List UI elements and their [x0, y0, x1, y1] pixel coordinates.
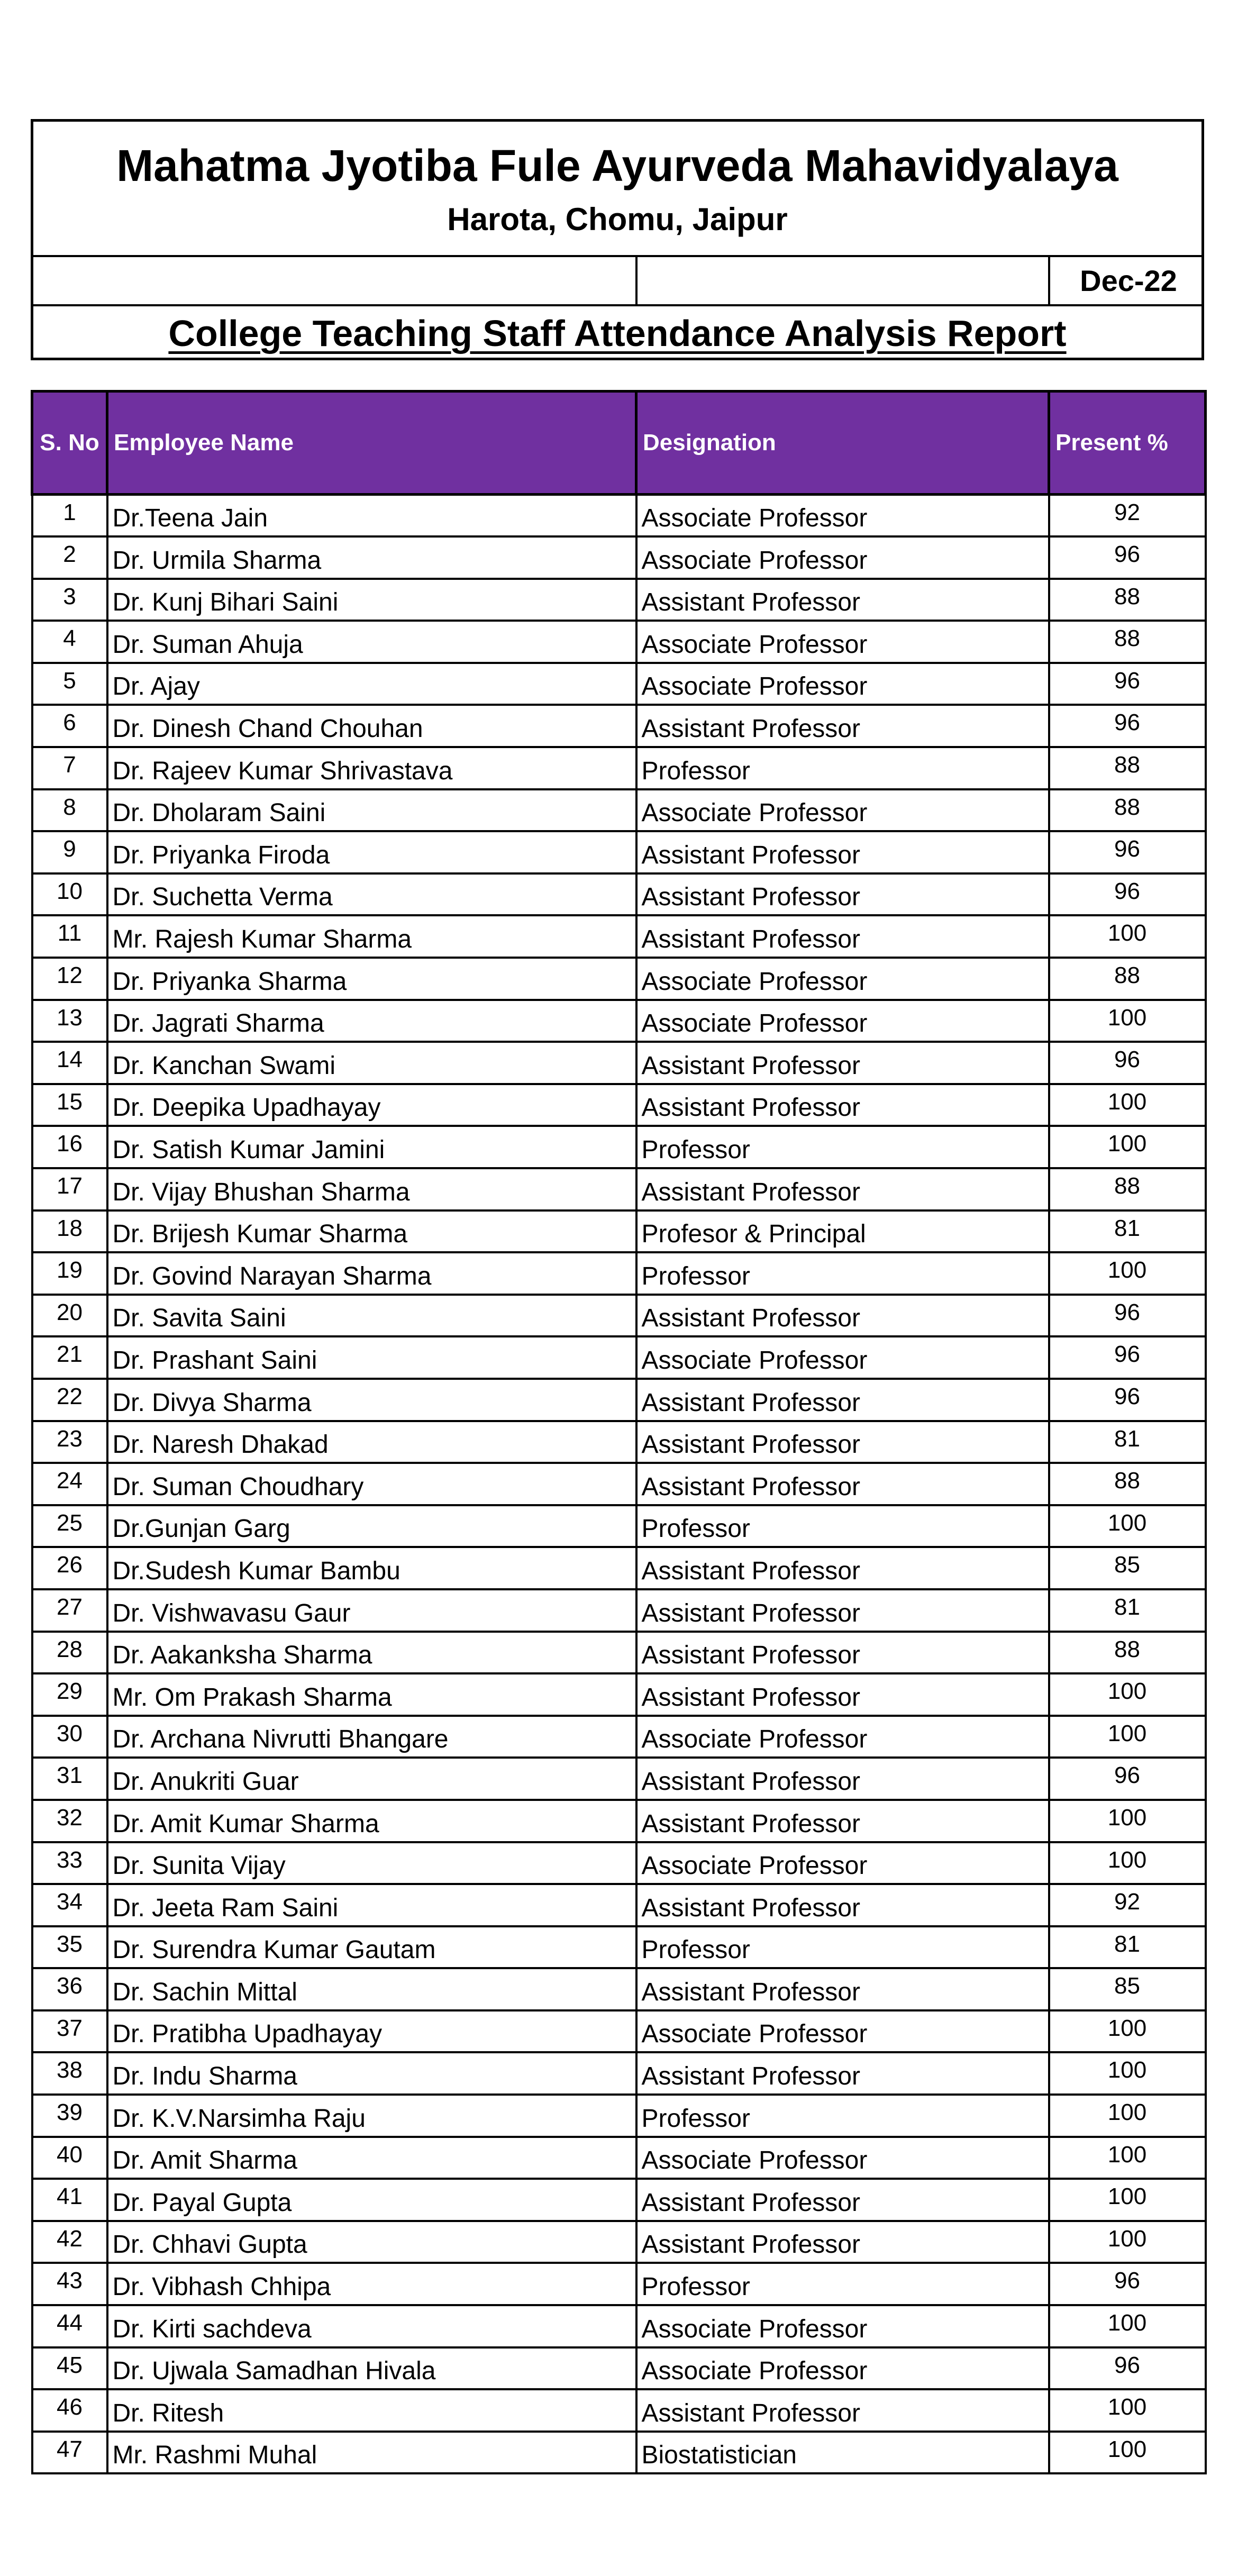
cell-sno: 24: [32, 1463, 107, 1505]
cell-present-percent: 96: [1049, 831, 1206, 873]
cell-present-percent: 81: [1049, 1589, 1206, 1632]
cell-designation: Assistant Professor: [636, 2052, 1049, 2095]
report-header-box: [31, 119, 1204, 360]
report-title: [33, 307, 1201, 360]
cell-designation: Associate Professor: [636, 789, 1049, 832]
column-header-designation: Designation: [636, 392, 1049, 495]
cell-designation: Assistant Professor: [636, 1758, 1049, 1800]
table-row: [32, 579, 1206, 621]
cell-employee-name: Dr. Priyanka Sharma: [107, 958, 636, 1000]
header-divider: [33, 255, 1201, 257]
table-row: [32, 747, 1206, 789]
cell-employee-name: Dr. Chhavi Gupta: [107, 2221, 636, 2263]
cell-designation: Associate Professor: [636, 2137, 1049, 2179]
cell-sno: 34: [32, 1884, 107, 1926]
cell-present-percent: 100: [1049, 2305, 1206, 2347]
table-row: [32, 1295, 1206, 1337]
table-row: [32, 1210, 1206, 1253]
cell-designation: Assistant Professor: [636, 915, 1049, 958]
cell-designation: Assistant Professor: [636, 1884, 1049, 1926]
table-row: [32, 2347, 1206, 2390]
table-row: [32, 1505, 1206, 1548]
cell-designation: Associate Professor: [636, 2010, 1049, 2053]
cell-employee-name: Dr.Sudesh Kumar Bambu: [107, 1547, 636, 1589]
cell-designation: Assistant Professor: [636, 1379, 1049, 1421]
cell-employee-name: Dr. Ujwala Samadhan Hivala: [107, 2347, 636, 2390]
cell-sno: 14: [32, 1042, 107, 1084]
table-row: [32, 495, 1206, 537]
cell-designation: Assistant Professor: [636, 873, 1049, 916]
cell-designation: Associate Professor: [636, 1336, 1049, 1379]
cell-sno: 1: [32, 495, 107, 537]
cell-present-percent: 88: [1049, 747, 1206, 789]
cell-present-percent: 81: [1049, 1210, 1206, 1253]
table-row: [32, 1547, 1206, 1589]
cell-sno: 6: [32, 705, 107, 747]
cell-sno: 44: [32, 2305, 107, 2347]
cell-sno: 10: [32, 873, 107, 916]
table-row: [32, 1042, 1206, 1084]
cell-employee-name: Dr. Ajay: [107, 663, 636, 705]
table-row: [32, 1673, 1206, 1716]
cell-designation: Assistant Professor: [636, 579, 1049, 621]
cell-present-percent: 85: [1049, 1547, 1206, 1589]
table-row: [32, 1463, 1206, 1505]
cell-designation: Professor: [636, 1505, 1049, 1548]
cell-employee-name: Dr. Suman Ahuja: [107, 621, 636, 663]
table-row: [32, 1589, 1206, 1632]
cell-sno: 11: [32, 915, 107, 958]
cell-present-percent: 100: [1049, 2179, 1206, 2221]
cell-present-percent: 92: [1049, 1884, 1206, 1926]
cell-present-percent: 100: [1049, 1842, 1206, 1885]
cell-present-percent: 96: [1049, 1379, 1206, 1421]
cell-employee-name: Dr. Indu Sharma: [107, 2052, 636, 2095]
cell-designation: Assistant Professor: [636, 831, 1049, 873]
cell-designation: Associate Professor: [636, 2347, 1049, 2390]
table-row: [32, 1421, 1206, 1463]
cell-employee-name: Mr. Rajesh Kumar Sharma: [107, 915, 636, 958]
cell-sno: 36: [32, 1968, 107, 2010]
cell-employee-name: Dr. Kunj Bihari Saini: [107, 579, 636, 621]
table-row: [32, 2221, 1206, 2263]
cell-present-percent: 100: [1049, 2137, 1206, 2179]
cell-present-percent: 88: [1049, 958, 1206, 1000]
column-header-sno: S. No: [32, 392, 107, 495]
cell-employee-name: Dr. Vijay Bhushan Sharma: [107, 1168, 636, 1210]
table-row: [32, 2010, 1206, 2053]
cell-present-percent: 88: [1049, 579, 1206, 621]
cell-present-percent: 96: [1049, 1758, 1206, 1800]
cell-designation: Assistant Professor: [636, 2389, 1049, 2432]
college-name: Mahatma Jyotiba Fule Ayurveda Mahavidyalaya: [116, 141, 1118, 190]
table-row: [32, 1126, 1206, 1168]
cell-designation: Associate Professor: [636, 2305, 1049, 2347]
cell-employee-name: Dr. Priyanka Firoda: [107, 831, 636, 873]
table-row: [32, 1000, 1206, 1042]
header-cell-divider: [635, 255, 638, 304]
cell-employee-name: Dr. Rajeev Kumar Shrivastava: [107, 747, 636, 789]
cell-designation: Associate Professor: [636, 1000, 1049, 1042]
cell-sno: 47: [32, 2432, 107, 2474]
cell-sno: 38: [32, 2052, 107, 2095]
table-row: [32, 1758, 1206, 1800]
cell-present-percent: 88: [1049, 1632, 1206, 1674]
cell-sno: 22: [32, 1379, 107, 1421]
cell-designation: Assistant Professor: [636, 2179, 1049, 2221]
cell-employee-name: Mr. Rashmi Muhal: [107, 2432, 636, 2474]
cell-employee-name: Dr.Gunjan Garg: [107, 1505, 636, 1548]
cell-employee-name: Dr. Prashant Saini: [107, 1336, 636, 1379]
cell-sno: 19: [32, 1252, 107, 1295]
cell-present-percent: 100: [1049, 2432, 1206, 2474]
cell-designation: Assistant Professor: [636, 1042, 1049, 1084]
cell-employee-name: Dr. Govind Narayan Sharma: [107, 1252, 636, 1295]
cell-designation: Associate Professor: [636, 1716, 1049, 1758]
table-row: [32, 1800, 1206, 1842]
cell-sno: 25: [32, 1505, 107, 1548]
cell-designation: Associate Professor: [636, 958, 1049, 1000]
table-row: [32, 1379, 1206, 1421]
cell-sno: 16: [32, 1126, 107, 1168]
cell-present-percent: 100: [1049, 2052, 1206, 2095]
cell-employee-name: Dr. Satish Kumar Jamini: [107, 1126, 636, 1168]
cell-designation: Associate Professor: [636, 621, 1049, 663]
cell-present-percent: 100: [1049, 1673, 1206, 1716]
cell-present-percent: 96: [1049, 873, 1206, 916]
cell-present-percent: 100: [1049, 1505, 1206, 1548]
cell-employee-name: Dr. Pratibha Upadhayay: [107, 2010, 636, 2053]
cell-sno: 37: [32, 2010, 107, 2053]
cell-present-percent: 100: [1049, 1252, 1206, 1295]
cell-sno: 23: [32, 1421, 107, 1463]
cell-designation: Assistant Professor: [636, 1632, 1049, 1674]
cell-designation: Assistant Professor: [636, 1463, 1049, 1505]
cell-designation: Associate Professor: [636, 1842, 1049, 1885]
table-row: [32, 1842, 1206, 1885]
cell-sno: 15: [32, 1084, 107, 1126]
cell-sno: 43: [32, 2263, 107, 2305]
table-row: [32, 2179, 1206, 2221]
cell-present-percent: 96: [1049, 536, 1206, 579]
cell-sno: 17: [32, 1168, 107, 1210]
cell-sno: 5: [32, 663, 107, 705]
cell-present-percent: 100: [1049, 915, 1206, 958]
cell-present-percent: 100: [1049, 1126, 1206, 1168]
cell-present-percent: 96: [1049, 663, 1206, 705]
table-row: [32, 2052, 1206, 2095]
cell-employee-name: Dr. Suchetta Verma: [107, 873, 636, 916]
cell-present-percent: 100: [1049, 1716, 1206, 1758]
table-row: [32, 958, 1206, 1000]
cell-sno: 4: [32, 621, 107, 663]
cell-sno: 7: [32, 747, 107, 789]
cell-employee-name: Dr. Divya Sharma: [107, 1379, 636, 1421]
cell-designation: Associate Professor: [636, 536, 1049, 579]
table-row: [32, 2137, 1206, 2179]
table-row: [32, 2305, 1206, 2347]
cell-present-percent: 96: [1049, 1336, 1206, 1379]
cell-designation: Professor: [636, 1252, 1049, 1295]
cell-sno: 35: [32, 1926, 107, 1969]
cell-employee-name: Dr.Teena Jain: [107, 495, 636, 537]
header-cell-divider: [1048, 255, 1050, 304]
cell-employee-name: Dr. Kanchan Swami: [107, 1042, 636, 1084]
column-header-employee-name: Employee Name: [107, 392, 636, 495]
cell-sno: 40: [32, 2137, 107, 2179]
cell-sno: 45: [32, 2347, 107, 2390]
table-row: [32, 2263, 1206, 2305]
table-body: [32, 495, 1206, 2474]
cell-present-percent: 96: [1049, 2263, 1206, 2305]
cell-present-percent: 100: [1049, 1084, 1206, 1126]
cell-sno: 30: [32, 1716, 107, 1758]
cell-designation: Professor: [636, 2263, 1049, 2305]
cell-designation: Assistant Professor: [636, 1421, 1049, 1463]
cell-designation: Assistant Professor: [636, 1547, 1049, 1589]
cell-employee-name: Dr. Payal Gupta: [107, 2179, 636, 2221]
cell-designation: Associate Professor: [636, 663, 1049, 705]
cell-present-percent: 92: [1049, 495, 1206, 537]
table-row: [32, 1336, 1206, 1379]
table-row: [32, 1084, 1206, 1126]
cell-sno: 26: [32, 1547, 107, 1589]
cell-employee-name: Dr. Jeeta Ram Saini: [107, 1884, 636, 1926]
cell-employee-name: Dr. Archana Nivrutti Bhangare: [107, 1716, 636, 1758]
cell-sno: 9: [32, 831, 107, 873]
cell-present-percent: 100: [1049, 2095, 1206, 2137]
header-divider: [33, 304, 1201, 306]
cell-sno: 13: [32, 1000, 107, 1042]
cell-designation: Profesor & Principal: [636, 1210, 1049, 1253]
cell-present-percent: 81: [1049, 1421, 1206, 1463]
cell-employee-name: Dr. Savita Saini: [107, 1295, 636, 1337]
cell-designation: Professor: [636, 1126, 1049, 1168]
table-row: [32, 536, 1206, 579]
cell-sno: 46: [32, 2389, 107, 2432]
cell-present-percent: 96: [1049, 1042, 1206, 1084]
report-title-text: College Teaching Staff Attendance Analysis Report: [168, 313, 1067, 354]
table-row: [32, 789, 1206, 832]
table-row: [32, 1252, 1206, 1295]
cell-present-percent: 100: [1049, 1800, 1206, 1842]
cell-designation: Assistant Professor: [636, 1800, 1049, 1842]
cell-employee-name: Dr. Aakanksha Sharma: [107, 1632, 636, 1674]
cell-sno: 27: [32, 1589, 107, 1632]
cell-present-percent: 100: [1049, 1000, 1206, 1042]
cell-present-percent: 85: [1049, 1968, 1206, 2010]
table-row: [32, 1632, 1206, 1674]
cell-sno: 21: [32, 1336, 107, 1379]
cell-present-percent: 88: [1049, 1168, 1206, 1210]
table-row: [32, 2095, 1206, 2137]
cell-employee-name: Dr. Naresh Dhakad: [107, 1421, 636, 1463]
table-row: [32, 663, 1206, 705]
cell-employee-name: Dr. Kirti sachdeva: [107, 2305, 636, 2347]
cell-sno: 33: [32, 1842, 107, 1885]
cell-sno: 3: [32, 579, 107, 621]
table-row: [32, 2389, 1206, 2432]
cell-employee-name: Dr. Surendra Kumar Gautam: [107, 1926, 636, 1969]
cell-employee-name: Dr. Urmila Sharma: [107, 536, 636, 579]
cell-present-percent: 88: [1049, 1463, 1206, 1505]
table-row: [32, 831, 1206, 873]
cell-present-percent: 96: [1049, 705, 1206, 747]
cell-present-percent: 100: [1049, 2389, 1206, 2432]
table-row: [32, 873, 1206, 916]
cell-employee-name: Mr. Om Prakash Sharma: [107, 1673, 636, 1716]
cell-sno: 42: [32, 2221, 107, 2263]
cell-sno: 41: [32, 2179, 107, 2221]
cell-designation: Professor: [636, 1926, 1049, 1969]
cell-designation: Assistant Professor: [636, 1295, 1049, 1337]
cell-sno: 32: [32, 1800, 107, 1842]
cell-sno: 2: [32, 536, 107, 579]
cell-designation: Biostatistician: [636, 2432, 1049, 2474]
cell-designation: Assistant Professor: [636, 1968, 1049, 2010]
table-row: [32, 1168, 1206, 1210]
table-header-row: [32, 392, 1206, 495]
table-row: [32, 2432, 1206, 2474]
cell-employee-name: Dr. Suman Choudhary: [107, 1463, 636, 1505]
column-header-present-percent: Present %: [1049, 392, 1206, 495]
cell-employee-name: Dr. Amit Kumar Sharma: [107, 1800, 636, 1842]
cell-sno: 39: [32, 2095, 107, 2137]
cell-sno: 18: [32, 1210, 107, 1253]
cell-employee-name: Dr. Sunita Vijay: [107, 1842, 636, 1885]
cell-employee-name: Dr. K.V.Narsimha Raju: [107, 2095, 636, 2137]
report-month: Dec-22: [1080, 264, 1177, 297]
cell-sno: 28: [32, 1632, 107, 1674]
table-row: [32, 1716, 1206, 1758]
college-location: Harota, Chomu, Jaipur: [447, 202, 788, 237]
cell-employee-name: Dr. Ritesh: [107, 2389, 636, 2432]
cell-designation: Assistant Professor: [636, 1589, 1049, 1632]
cell-designation: Assistant Professor: [636, 1673, 1049, 1716]
cell-designation: Assistant Professor: [636, 1168, 1049, 1210]
cell-employee-name: Dr. Anukriti Guar: [107, 1758, 636, 1800]
cell-present-percent: 100: [1049, 2010, 1206, 2053]
cell-present-percent: 88: [1049, 789, 1206, 832]
cell-employee-name: Dr. Vibhash Chhipa: [107, 2263, 636, 2305]
table-row: [32, 621, 1206, 663]
cell-sno: 20: [32, 1295, 107, 1337]
cell-designation: Professor: [636, 2095, 1049, 2137]
cell-designation: Associate Professor: [636, 495, 1049, 537]
cell-employee-name: Dr. Amit Sharma: [107, 2137, 636, 2179]
table-row: [32, 915, 1206, 958]
table-row: [32, 1968, 1206, 2010]
cell-present-percent: 96: [1049, 2347, 1206, 2390]
cell-present-percent: 100: [1049, 2221, 1206, 2263]
cell-employee-name: Dr. Vishwavasu Gaur: [107, 1589, 636, 1632]
cell-present-percent: 96: [1049, 1295, 1206, 1337]
cell-present-percent: 81: [1049, 1926, 1206, 1969]
cell-employee-name: Dr. Sachin Mittal: [107, 1968, 636, 2010]
cell-designation: Assistant Professor: [636, 2221, 1049, 2263]
cell-employee-name: Dr. Deepika Upadhayay: [107, 1084, 636, 1126]
cell-designation: Assistant Professor: [636, 705, 1049, 747]
cell-designation: Professor: [636, 747, 1049, 789]
cell-sno: 12: [32, 958, 107, 1000]
cell-designation: Assistant Professor: [636, 1084, 1049, 1126]
cell-sno: 31: [32, 1758, 107, 1800]
cell-sno: 8: [32, 789, 107, 832]
cell-sno: 29: [32, 1673, 107, 1716]
table-row: [32, 1926, 1206, 1969]
table-row: [32, 1884, 1206, 1926]
cell-employee-name: Dr. Jagrati Sharma: [107, 1000, 636, 1042]
cell-employee-name: Dr. Dinesh Chand Chouhan: [107, 705, 636, 747]
cell-employee-name: Dr. Dholaram Saini: [107, 789, 636, 832]
cell-employee-name: Dr. Brijesh Kumar Sharma: [107, 1210, 636, 1253]
attendance-table: [31, 390, 1207, 2474]
table-row: [32, 705, 1206, 747]
cell-present-percent: 88: [1049, 621, 1206, 663]
